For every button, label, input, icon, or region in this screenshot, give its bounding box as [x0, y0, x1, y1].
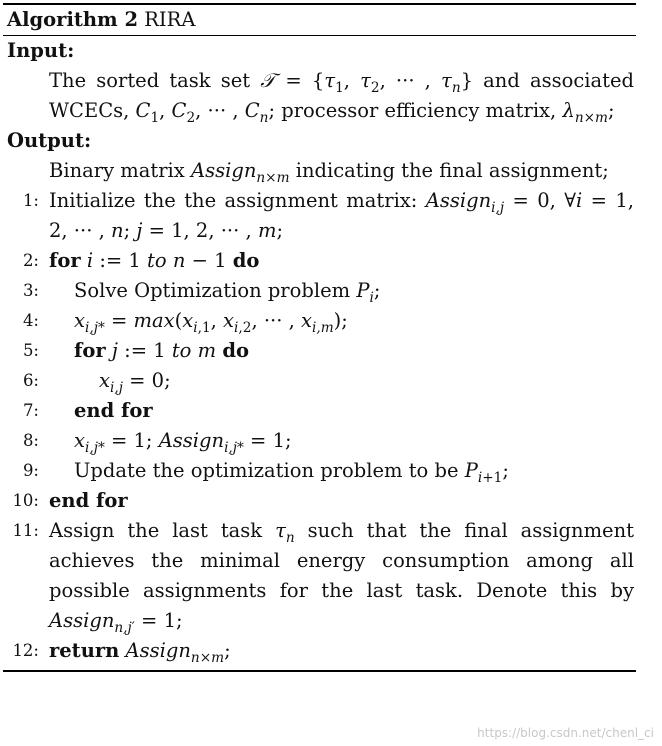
step-6: 6: $x_{i,j} = 0$;	[3, 366, 636, 396]
step-number: 11:	[12, 521, 39, 540]
caption-name: RIRA	[144, 8, 196, 31]
step-number: 9:	[22, 461, 39, 480]
algorithm-caption	[3, 5, 636, 35]
step-number: 2:	[22, 251, 39, 270]
algorithm-block	[3, 3, 636, 672]
step-3: 3: Solve Optimization problem $P_i$;	[3, 276, 636, 306]
step-number: 3:	[22, 281, 39, 300]
step-number: 6:	[22, 371, 39, 390]
step-8: 8: $x_{i,j*} = 1$; Assign$_{i,j*}$ = 1;	[3, 426, 636, 456]
step-number: 1:	[22, 191, 39, 210]
input-description: The sorted task set 𝒯 = {$\tau_1$, $\tau_2$, ··· , $\tau_n$} and associated WCECs, $C_1$, $C_2$, ··· , $C_n$; processor efficiency matrix, $\lambda_{n\times m}$;	[49, 69, 634, 126]
step-number: 7:	[22, 401, 39, 420]
step-9: 9: Update the optimization problem to be $P_{i+1}$;	[3, 456, 636, 486]
step-10: 10: end for	[3, 486, 636, 516]
output-description: Binary matrix Assign$_{n\times m}$ indicating the final assignment;	[49, 159, 609, 186]
step-number: 10:	[12, 491, 39, 510]
step-number: 8:	[22, 431, 39, 450]
watermark-text: https://blog.csdn.net/chenl_ci	[477, 726, 654, 740]
caption-label: Algorithm 2	[7, 8, 139, 31]
step-2: 2: for i := 1 to n − 1 do	[3, 246, 636, 276]
step-11: 11: Assign the last task $\tau_n$ such that the final assignment achieves the minimal energy consumption among all possible assignments for the last task. Denote this by Assign$_{n,j'}$ = 1;	[3, 516, 636, 636]
step-number: 12:	[12, 641, 39, 660]
step-number: 4:	[22, 311, 39, 330]
step-7: 7: end for	[3, 396, 636, 426]
bottom-rule	[3, 670, 636, 672]
step-4: 4: $x_{i,j*} = \max(x_{i,1}$, $x_{i,2}$, ··· , $x_{i,m}$);	[3, 306, 636, 336]
step-12: 12: return Assign$_{n\times m}$;	[3, 636, 636, 666]
step-1: 1: Initialize the the assignment matrix: Assign$_{i,j}$ = 0, ∀i = 1, 2, ··· , n; j = 1, 2, ··· , m;	[3, 186, 636, 246]
step-5: 5: for j := 1 to m do	[3, 336, 636, 366]
input-heading: Input:	[7, 39, 75, 62]
step-number: 5:	[22, 341, 39, 360]
output-heading: Output:	[7, 129, 92, 152]
